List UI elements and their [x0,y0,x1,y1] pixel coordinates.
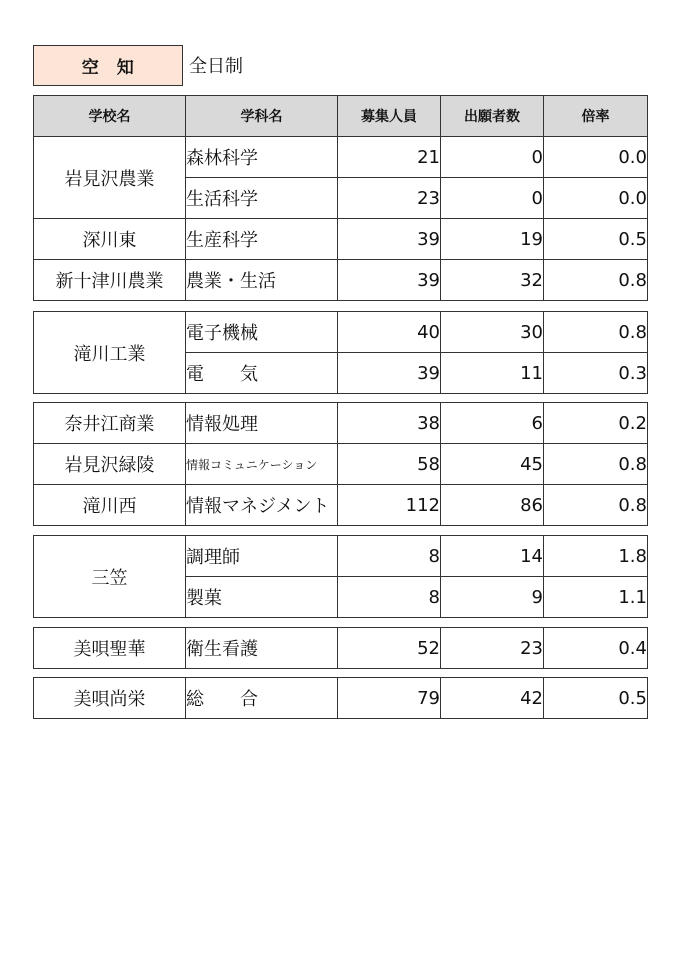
capacity-value: 23 [338,178,441,219]
department-name: 電子機械 [186,312,338,353]
region-label: 空 知 [33,45,183,86]
applicants-value: 86 [441,485,544,526]
ratio-value: 0.8 [544,485,648,526]
capacity-value: 39 [338,353,441,394]
table-row [34,678,648,719]
table-row [34,403,648,444]
department-name: 衛生看護 [186,628,338,669]
applicants-value: 14 [441,536,544,577]
application-table-group-6 [33,677,648,719]
application-table-group-2 [33,311,648,394]
table-row [34,444,648,485]
course-type-label: 全日制 [189,56,243,77]
department-name: 総 合 [186,678,338,719]
department-name: 製菓 [186,577,338,618]
school-name: 岩見沢農業 [34,137,186,219]
school-name: 三笠 [34,536,186,618]
header-school: 学校名 [34,96,186,137]
application-table-group-1 [33,95,648,301]
capacity-value: 39 [338,219,441,260]
ratio-value: 0.5 [544,678,648,719]
ratio-value: 0.8 [544,444,648,485]
table-row [34,536,648,577]
applicants-value: 45 [441,444,544,485]
school-name: 奈井江商業 [34,403,186,444]
capacity-value: 52 [338,628,441,669]
applicants-value: 9 [441,577,544,618]
header-capacity: 募集人員 [338,96,441,137]
table-header-row [34,96,648,137]
applicants-value: 11 [441,353,544,394]
capacity-value: 79 [338,678,441,719]
header-department: 学科名 [186,96,338,137]
table-row [34,485,648,526]
capacity-value: 58 [338,444,441,485]
school-name: 美唄聖華 [34,628,186,669]
department-name: 生産科学 [186,219,338,260]
applicants-value: 30 [441,312,544,353]
school-name: 美唄尚栄 [34,678,186,719]
capacity-value: 38 [338,403,441,444]
header-ratio: 倍率 [544,96,648,137]
table-row [34,260,648,301]
department-name: 情報コミュニケーション [186,444,338,485]
applicants-value: 23 [441,628,544,669]
school-name: 滝川工業 [34,312,186,394]
applicants-value: 0 [441,137,544,178]
applicants-value: 32 [441,260,544,301]
department-name: 調理師 [186,536,338,577]
capacity-value: 40 [338,312,441,353]
header-applicants: 出願者数 [441,96,544,137]
applicants-value: 42 [441,678,544,719]
ratio-value: 1.8 [544,536,648,577]
application-table-group-5 [33,627,648,669]
applicants-value: 19 [441,219,544,260]
department-name: 情報処理 [186,403,338,444]
table-row [34,628,648,669]
application-table-group-4 [33,535,648,618]
applicants-value: 0 [441,178,544,219]
capacity-value: 21 [338,137,441,178]
department-name: 生活科学 [186,178,338,219]
capacity-value: 39 [338,260,441,301]
table-row [34,219,648,260]
applicants-value: 6 [441,403,544,444]
department-name: 情報マネジメント [186,485,338,526]
school-name: 岩見沢緑陵 [34,444,186,485]
ratio-value: 0.4 [544,628,648,669]
department-name: 森林科学 [186,137,338,178]
table-row [34,137,648,178]
ratio-value: 0.3 [544,353,648,394]
ratio-value: 0.0 [544,178,648,219]
school-name: 深川東 [34,219,186,260]
capacity-value: 112 [338,485,441,526]
school-name: 滝川西 [34,485,186,526]
ratio-value: 0.0 [544,137,648,178]
capacity-value: 8 [338,536,441,577]
ratio-value: 0.5 [544,219,648,260]
ratio-value: 0.8 [544,260,648,301]
school-name: 新十津川農業 [34,260,186,301]
ratio-value: 0.8 [544,312,648,353]
table-row [34,312,648,353]
ratio-value: 1.1 [544,577,648,618]
department-name: 農業・生活 [186,260,338,301]
capacity-value: 8 [338,577,441,618]
application-table-group-3 [33,402,648,526]
ratio-value: 0.2 [544,403,648,444]
department-name: 電 気 [186,353,338,394]
